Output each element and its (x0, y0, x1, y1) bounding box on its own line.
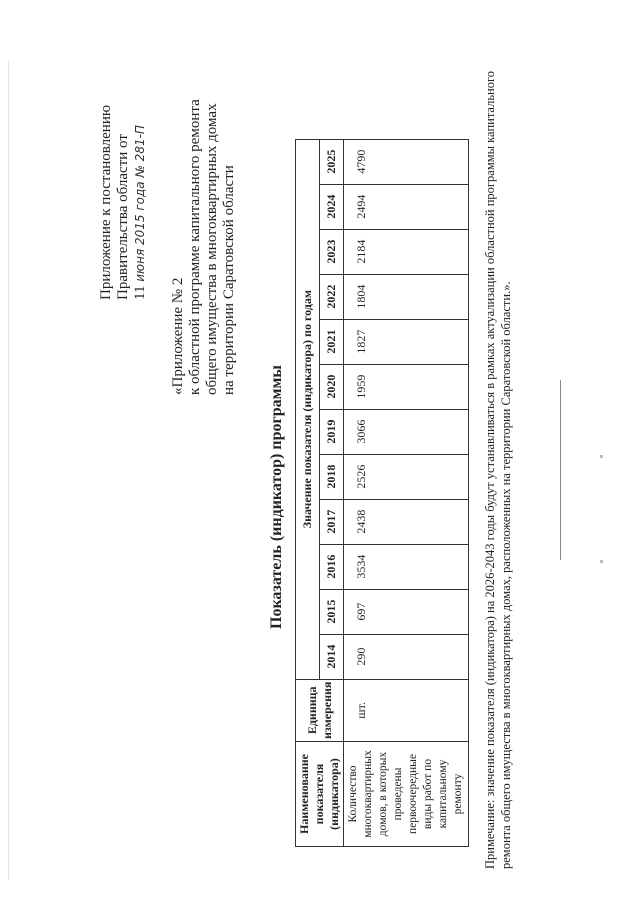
year-header: 2015 (320, 589, 344, 634)
col-header-values: Значение показателя (индикатора) по годам (296, 139, 320, 679)
row-value: 290 (344, 634, 469, 679)
table-header-row (296, 139, 320, 846)
row-value: 2526 (344, 454, 469, 499)
year-header: 2019 (320, 409, 344, 454)
header-date-number: 281-П (133, 125, 147, 162)
year-header: 2018 (320, 454, 344, 499)
appendix-line-3: общего имущества в многоквартирных домах (204, 103, 220, 395)
year-header: 2022 (320, 274, 344, 319)
row-value: 3534 (344, 544, 469, 589)
row-unit: шт. (344, 679, 469, 741)
appendix-block (170, 99, 238, 395)
year-header: 2025 (320, 139, 344, 184)
row-value: 3066 (344, 409, 469, 454)
row-value: 697 (344, 589, 469, 634)
year-header: 2016 (320, 544, 344, 589)
appendix-line-2: к областной программе капитального ремонта (187, 99, 203, 395)
indicator-table (295, 139, 469, 847)
row-value: 2494 (344, 184, 469, 229)
header-date-month: июня 2015 года № (133, 165, 147, 282)
year-header: 2023 (320, 229, 344, 274)
year-header: 2020 (320, 364, 344, 409)
footnote: Примечание: значение показателя (индикатора) на 2026-2043 годы будут устанавливаться в рамках актуализации областной программы капитального ремонта общего имущества в многоквартирных домах, расположенных на территории Саратовской области.». (483, 70, 513, 869)
appendix-line-1: «Приложение № 2 (170, 277, 186, 395)
scan-edge-line (8, 60, 9, 880)
header-line-1: Приложение к постановлению (98, 104, 114, 300)
col-header-unit: Единица измерения (296, 679, 344, 741)
year-header: 2021 (320, 319, 344, 364)
scan-speck (600, 455, 603, 458)
col-header-name: Наименование показателя (индикатора) (296, 742, 344, 847)
page-title: Показатель (индикатор) программы (268, 365, 285, 629)
row-value: 2184 (344, 229, 469, 274)
header-date-line (132, 105, 149, 300)
scan-speck (600, 560, 603, 563)
row-value: 2438 (344, 499, 469, 544)
row-indicator-name: Количество многоквартирных домов, в которых проведены первоочередные виды работ по капитальному ремонту (344, 742, 469, 847)
year-header: 2024 (320, 184, 344, 229)
table-row (344, 139, 469, 846)
row-value: 4790 (344, 139, 469, 184)
resolution-header (98, 105, 149, 300)
appendix-line-4: на территории Саратовской области (221, 165, 237, 395)
divider-line (560, 380, 561, 560)
header-date-day: 11 (132, 285, 148, 300)
row-value: 1959 (344, 364, 469, 409)
row-value: 1827 (344, 319, 469, 364)
year-header: 2014 (320, 634, 344, 679)
header-line-2: Правительства области от (115, 134, 131, 300)
row-value: 1804 (344, 274, 469, 319)
year-header: 2017 (320, 499, 344, 544)
